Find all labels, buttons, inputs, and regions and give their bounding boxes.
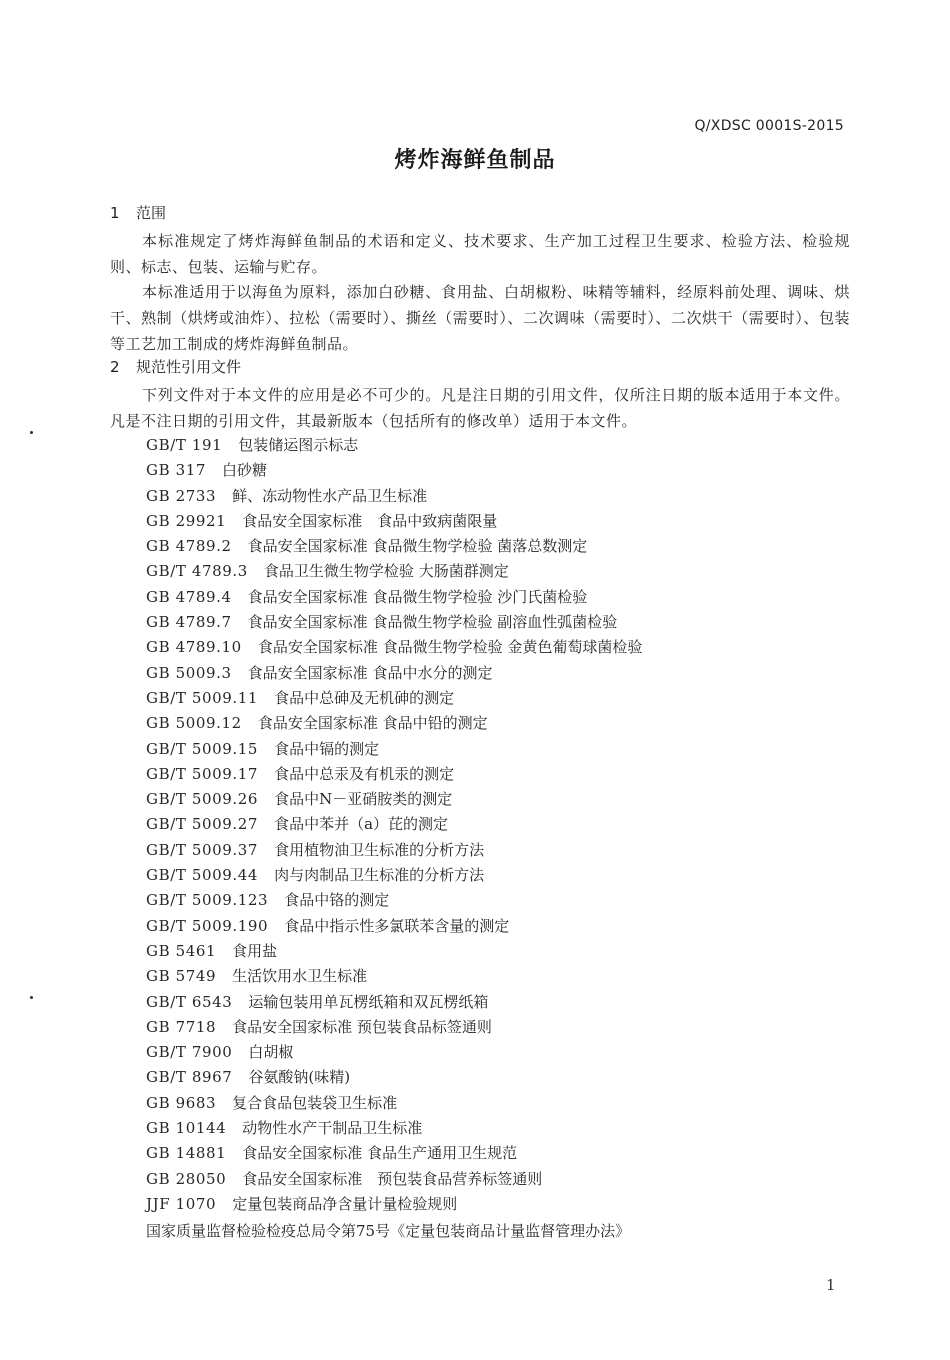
- standard-code: Q/XDSC 0001S-2015: [694, 118, 844, 134]
- reference-item: [146, 559, 846, 584]
- reference-code: GB/T 5009.11: [146, 688, 259, 707]
- reference-item: [146, 737, 846, 762]
- reference-item: [146, 458, 846, 483]
- reference-item: [146, 1040, 846, 1065]
- closing-reference: 国家质量监督检验检疫总局令第75号《定量包装商品计量监督管理办法》: [146, 1222, 631, 1240]
- section-heading-normative-references: [110, 356, 241, 377]
- reference-title: 食品卫生微生物学检验 大肠菌群测定: [263, 562, 509, 581]
- reference-item: [146, 939, 846, 964]
- reference-title: 肉与肉制品卫生标准的分析方法: [274, 866, 485, 885]
- reference-item: [146, 1116, 846, 1141]
- reference-item: [146, 484, 846, 509]
- reference-code: GB/T 5009.123: [146, 891, 269, 910]
- reference-title: 动物性水产干制品卫生标准: [242, 1119, 423, 1138]
- reference-title: 生活饮用水卫生标准: [232, 967, 368, 986]
- reference-item: [146, 635, 846, 660]
- reference-code: GB 9683: [146, 1093, 217, 1112]
- reference-title: 定量包装商品净含量计量检验规则: [232, 1194, 458, 1213]
- reference-code: GB 4789.2: [146, 537, 232, 556]
- reference-code: GB 5009.3: [146, 663, 232, 682]
- reference-item: [146, 1091, 846, 1116]
- reference-title: 鲜、冻动物性水产品卫生标准: [232, 486, 428, 505]
- reference-title: 食品安全国家标准 食品微生物学检验 金黄色葡萄球菌检验: [257, 638, 643, 657]
- reference-item: [146, 686, 846, 711]
- reference-item: [146, 1015, 846, 1040]
- reference-code: GB/T 5009.15: [146, 739, 259, 758]
- reference-title: 复合食品包装袋卫生标准: [232, 1093, 398, 1112]
- reference-code: GB/T 5009.190: [146, 916, 269, 935]
- reference-code: GB/T 6543: [146, 992, 233, 1011]
- reference-item: [146, 1192, 846, 1217]
- page-number: 1: [826, 1276, 836, 1294]
- reference-item: [146, 914, 846, 939]
- reference-item: [146, 711, 846, 736]
- reference-code: GB 2733: [146, 486, 217, 505]
- reference-title: 白胡椒: [248, 1043, 294, 1062]
- reference-title: 食品安全国家标准 食品中铅的测定: [257, 714, 488, 733]
- section-heading-scope: [110, 202, 166, 223]
- scope-paragraph-2: 本标准适用于以海鱼为原料，添加白砂糖、食用盐、白胡椒粉、味精等辅料，经原料前处理、调味、烘干、熟制（烘烤或油炸）、拉松（需要时）、撕丝（需要时）、二次调味（需要时）、二次烘干（需要时）、包装等工艺加工制成的烤炸海鲜鱼制品。: [110, 283, 850, 353]
- scan-speck: [30, 996, 33, 999]
- reference-title: 食品安全国家标准 食品生产通用卫生规范: [242, 1144, 518, 1163]
- reference-code: GB/T 5009.44: [146, 866, 259, 885]
- reference-item: [146, 1167, 846, 1192]
- reference-title: 食品安全国家标准 预包装食品标签通则: [232, 1017, 492, 1036]
- reference-title: 食品中总汞及有机汞的测定: [274, 764, 455, 783]
- reference-title: 食品安全国家标准 食品微生物学检验 菌落总数测定: [247, 537, 588, 556]
- reference-code: GB 4789.4: [146, 587, 232, 606]
- reference-title: 包装储运图示标志: [238, 436, 359, 454]
- reference-item: [146, 888, 846, 913]
- reference-code: GB 317: [146, 461, 207, 480]
- reference-code: GB 5009.12: [146, 714, 242, 733]
- references-intro-paragraph: 下列文件对于本文件的应用是必不可少的。凡是注日期的引用文件，仅所注日期的版本适用于本文件。凡是不注日期的引用文件，其最新版本（包括所有的修改单）适用于本文件。: [110, 386, 850, 430]
- reference-title: 食品安全国家标准 食品微生物学检验 沙门氏菌检验: [247, 587, 588, 606]
- reference-code: GB 5749: [146, 967, 217, 986]
- reference-code: GB/T 7900: [146, 1043, 233, 1062]
- reference-code: GB 7718: [146, 1017, 217, 1036]
- reference-code: GB/T 8967: [146, 1068, 233, 1087]
- reference-title: 食品中苯并（a）芘的测定: [274, 815, 449, 834]
- reference-item: [146, 433, 846, 458]
- scope-paragraph-1: 本标准规定了烤炸海鲜鱼制品的术语和定义、技术要求、生产加工过程卫生要求、检验方法、检验规则、标志、包装、运输与贮存。: [110, 232, 850, 276]
- reference-title: 谷氨酸钠(味精): [248, 1068, 351, 1087]
- reference-item: [146, 1065, 846, 1090]
- reference-item: [146, 585, 846, 610]
- reference-item: [146, 990, 846, 1015]
- reference-title: 食品中总砷及无机砷的测定: [274, 688, 455, 707]
- reference-code: GB 28050: [146, 1169, 227, 1188]
- reference-code: GB 29921: [146, 511, 227, 530]
- reference-code: GB/T 5009.26: [146, 790, 259, 809]
- reference-code: GB/T 191: [146, 436, 223, 454]
- reference-code: GB 5461: [146, 941, 217, 960]
- reference-list: [146, 433, 846, 1217]
- reference-title: 白砂糖: [222, 461, 268, 480]
- reference-title: 食品安全国家标准 预包装食品营养标签通则: [242, 1169, 543, 1188]
- reference-code: GB 14881: [146, 1144, 227, 1163]
- reference-title: 运输包装用单瓦楞纸箱和双瓦楞纸箱: [248, 992, 489, 1011]
- reference-item: [146, 534, 846, 559]
- reference-code: GB/T 5009.17: [146, 764, 259, 783]
- reference-title: 食品中指示性多氯联苯含量的测定: [284, 916, 510, 935]
- reference-title: 食用植物油卫生标准的分析方法: [274, 840, 485, 859]
- reference-item: [146, 787, 846, 812]
- reference-item: [146, 964, 846, 989]
- reference-title: 食品安全国家标准 食品微生物学检验 副溶血性弧菌检验: [247, 613, 618, 632]
- reference-item: [146, 610, 846, 635]
- reference-item: [146, 838, 846, 863]
- reference-item: [146, 762, 846, 787]
- section-number: 2: [110, 358, 120, 376]
- reference-code: JJF 1070: [146, 1194, 217, 1213]
- reference-code: GB/T 5009.27: [146, 815, 259, 834]
- reference-item: [146, 509, 846, 534]
- reference-title: 食品中N－亚硝胺类的测定: [274, 790, 453, 809]
- reference-title: 食品中镉的测定: [274, 739, 380, 758]
- reference-code: GB/T 5009.37: [146, 840, 259, 859]
- reference-item: [146, 812, 846, 837]
- reference-code: GB 4789.10: [146, 638, 242, 657]
- section-title: 规范性引用文件: [136, 358, 242, 376]
- reference-item: [146, 1141, 846, 1166]
- reference-item: [146, 661, 846, 686]
- reference-code: GB 4789.7: [146, 613, 232, 632]
- reference-title: 食品安全国家标准 食品中水分的测定: [247, 663, 493, 682]
- document-title: 烤炸海鲜鱼制品: [394, 148, 556, 173]
- scan-speck: [30, 431, 33, 434]
- reference-code: GB 10144: [146, 1119, 227, 1138]
- reference-title: 食品安全国家标准 食品中致病菌限量: [242, 511, 498, 530]
- section-title: 范围: [136, 204, 167, 222]
- reference-title: 食用盐: [232, 941, 278, 960]
- reference-code: GB/T 4789.3: [146, 562, 248, 581]
- reference-title: 食品中铬的测定: [284, 891, 390, 910]
- reference-item: [146, 863, 846, 888]
- section-number: 1: [110, 204, 120, 222]
